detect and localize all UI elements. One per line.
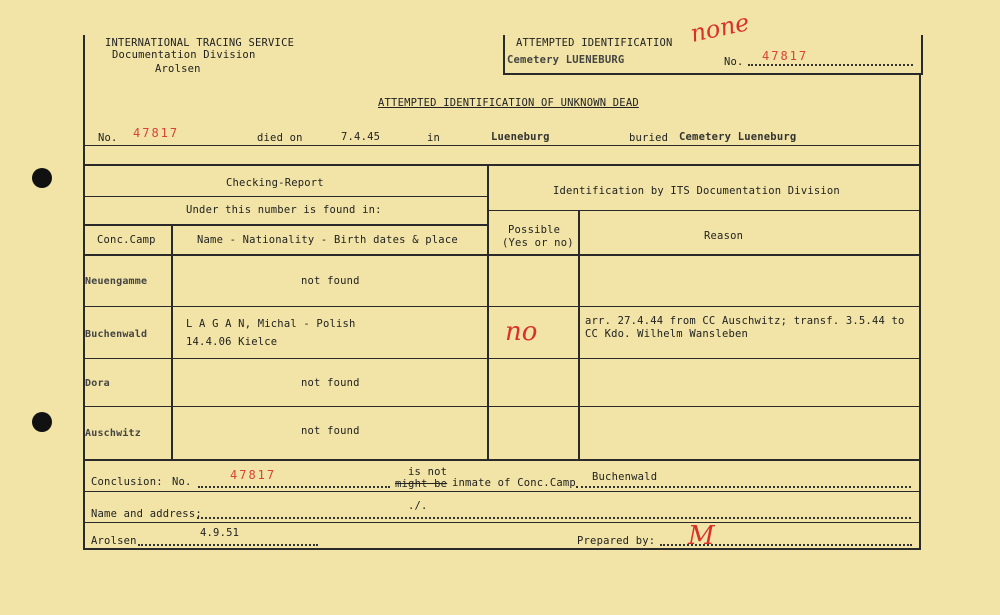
table-bottom — [83, 459, 921, 461]
cemetery-label: Cemetery LUENEBURG — [507, 54, 625, 66]
name-address-label: Name and address: — [91, 508, 202, 520]
row-result-auschwitz: not found — [301, 425, 360, 437]
conclusion-might-be: might be — [395, 478, 448, 490]
row-birth-buchenwald: 14.4.06 Kielce — [186, 336, 278, 348]
conclusion-camp-dots — [576, 486, 911, 488]
footer-date-dots — [138, 544, 318, 546]
record-line — [83, 145, 921, 146]
row-result-dora: not found — [301, 377, 360, 389]
row-line-1 — [83, 306, 921, 307]
name-address-value: ./. — [408, 500, 428, 512]
col-camp-header: Conc.Camp — [97, 234, 156, 246]
conclusion-camp: Buchenwald — [592, 471, 658, 483]
col-reason-header: Reason — [704, 230, 744, 242]
in-value: Lueneburg — [491, 131, 550, 143]
row-line-3 — [83, 406, 921, 407]
died-label: died on — [257, 132, 303, 144]
header-row-top — [83, 224, 489, 226]
handwritten-note: none — [687, 8, 752, 48]
in-label: in — [427, 132, 441, 144]
record-no-value: 47817 — [133, 126, 180, 140]
footer-place: Arolsen — [91, 535, 137, 547]
conclusion-no-value: 47817 — [230, 468, 277, 482]
prepared-by-label: Prepared by: — [577, 535, 656, 547]
attempted-identification-label: ATTEMPTED IDENTIFICATION — [516, 37, 673, 49]
punch-hole-bottom — [32, 412, 52, 432]
header-no-value: 47817 — [762, 49, 809, 63]
row-camp-dora: Dora — [85, 378, 110, 389]
identification-title: Identification by ITS Documentation Division — [553, 185, 840, 197]
conclusion-line — [83, 491, 921, 492]
col-divider-possible — [578, 210, 580, 460]
name-address-dots — [197, 517, 911, 519]
table-divider-main — [487, 164, 489, 460]
header-box-left — [503, 35, 505, 75]
conclusion-is-not: is not — [408, 466, 448, 478]
row-result-neuengamme: not found — [301, 275, 360, 287]
conclusion-no-label: No. — [172, 476, 192, 488]
prepared-by-initial: M — [688, 521, 715, 551]
header-no-label: No. — [724, 56, 744, 68]
checking-subtitle: Under this number is found in: — [186, 204, 382, 216]
form-title: ATTEMPTED IDENTIFICATION OF UNKNOWN DEAD — [378, 97, 639, 109]
col-divider-camp — [171, 224, 173, 460]
org-division: Documentation Division — [112, 49, 256, 61]
frame-left — [83, 35, 85, 550]
buried-label: buried — [629, 132, 669, 144]
row-line-2 — [83, 358, 921, 359]
record-no-label: No. — [98, 132, 118, 144]
row-camp-buchenwald: Buchenwald — [85, 329, 148, 340]
checking-title-line — [83, 196, 489, 197]
conclusion-inmate-text: inmate of Conc.Camp — [452, 477, 576, 489]
col-possible-header: Possible — [508, 224, 561, 236]
checking-report-title: Checking-Report — [226, 177, 324, 189]
header-no-dots — [748, 64, 913, 66]
row-reason-buchenwald-2: CC Kdo. Wilhelm Wansleben — [585, 328, 749, 340]
row-possible-buchenwald: no — [505, 317, 538, 347]
org-city: Arolsen — [155, 63, 201, 75]
row-result-buchenwald: L A G A N, Michal - Polish — [186, 318, 356, 330]
identification-title-line — [487, 210, 921, 211]
org-name: INTERNATIONAL TRACING SERVICE — [105, 37, 295, 49]
footer-date: 4.9.51 — [200, 527, 240, 539]
col-possible-sub: (Yes or no) — [502, 237, 574, 249]
row-camp-neuengamme: Neuengamme — [85, 276, 148, 287]
header-row-bottom — [83, 254, 921, 256]
header-box-bottom — [503, 73, 923, 75]
frame-bottom — [83, 548, 921, 550]
died-value: 7.4.45 — [341, 131, 381, 143]
row-camp-auschwitz: Auschwitz — [85, 428, 141, 439]
conclusion-label: Conclusion: — [91, 476, 163, 488]
punch-hole-top — [32, 168, 52, 188]
row-reason-buchenwald-1: arr. 27.4.44 from CC Auschwitz; transf. 3.5.44 to — [585, 315, 905, 327]
header-box-right — [921, 35, 923, 75]
col-name-header: Name - Nationality - Birth dates & place — [197, 234, 458, 246]
name-address-line — [83, 522, 921, 523]
conclusion-no-dots — [198, 486, 390, 488]
table-top — [83, 164, 921, 166]
buried-value: Cemetery Lueneburg — [679, 131, 797, 143]
